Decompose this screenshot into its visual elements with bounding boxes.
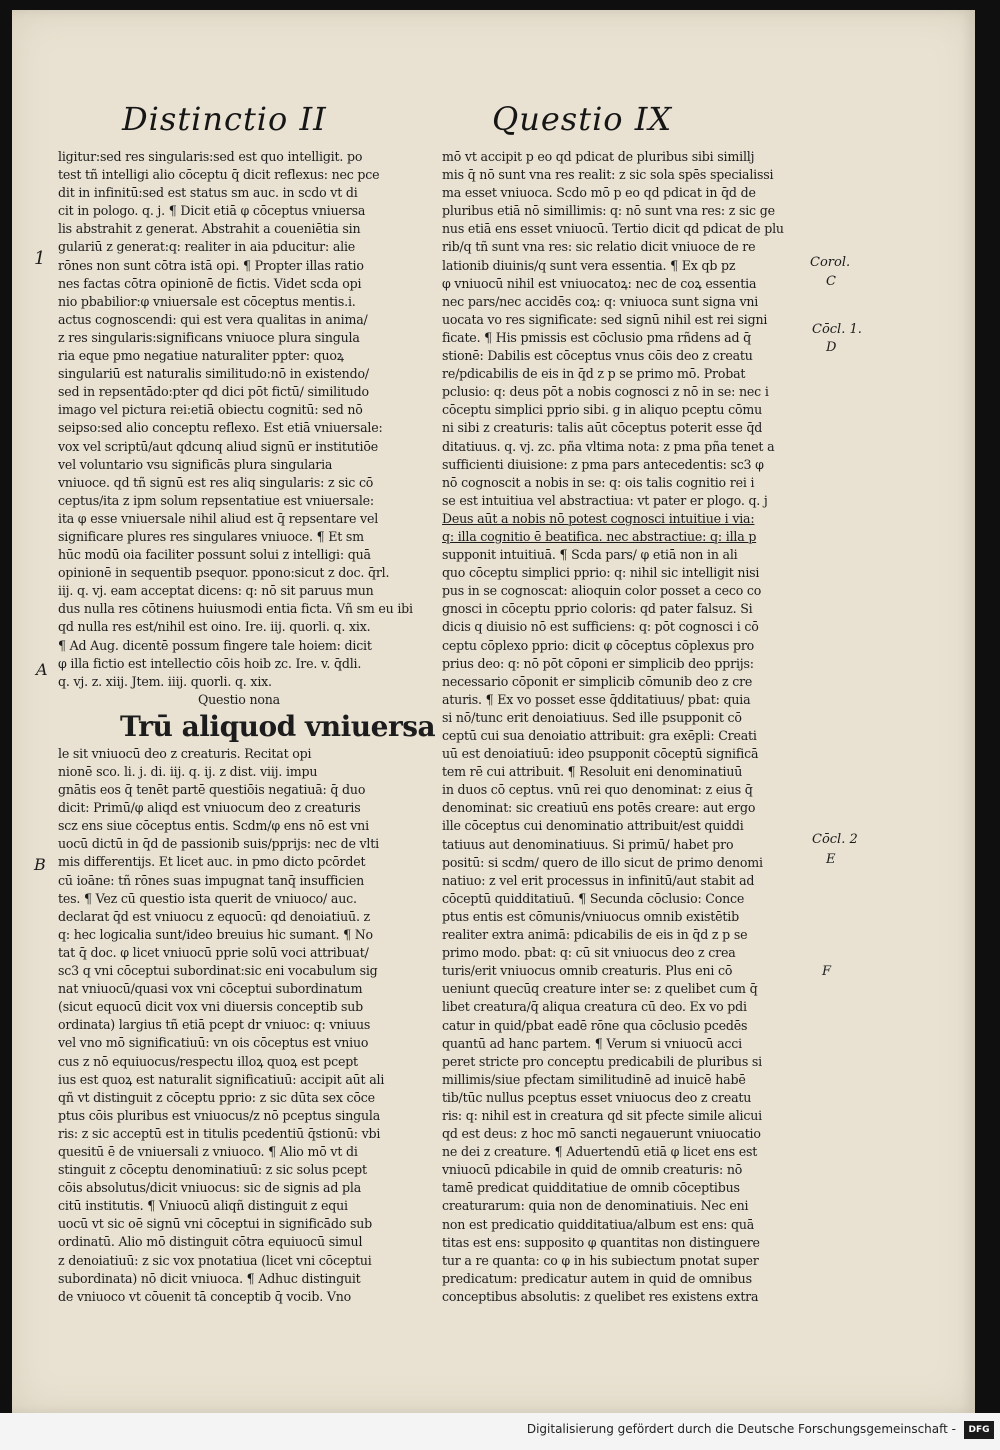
text-line: tem rē cui attribuit. ¶ Resoluit eni denominatiuū	[442, 764, 743, 780]
text-line: titas est ens: supposito φ quantitas non distinguere	[442, 1234, 760, 1250]
text-line: qd nulla res est/nihil est oino. Ire. iij. quorli. q. xix.	[58, 619, 371, 635]
text-line: nio pbabilior:φ vniuersale est cōceptus mentis.i.	[58, 293, 356, 309]
page-header-left: Distinctio II	[122, 100, 327, 138]
margin-letter-a: A	[36, 660, 48, 679]
text-line: gnātis eos q̄ tenēt partē questiōis negatiuā: q̄ duo	[58, 782, 366, 798]
text-line: ordinatū. Alio mō distinguit cōtra equiuocū simul	[58, 1234, 363, 1250]
text-line: rōnes non sunt cōtra istā opi. ¶ Propter illas ratio	[58, 257, 364, 273]
text-line: ceptus/ita z ipm solum repsentatiue est vniuersale:	[58, 492, 374, 508]
margin-letter-e: E	[826, 852, 836, 867]
footer-strip	[0, 1413, 1000, 1450]
text-line: scz ens siue cōceptus entis. Scdm/φ ens nō est vni	[58, 818, 369, 834]
text-line: peret stricte pro conceptu predicabili de pluribus si	[442, 1053, 762, 1069]
text-line: se est intuitiua vel abstractiua: vt pater er plogo. q. j	[442, 492, 768, 508]
text-line: q: hec logicalia sunt/ideo breuius hic sumant. ¶ No	[58, 926, 373, 942]
text-line: gnosci in cōceptu pprio coloris: qd pater falsuz. Si	[442, 601, 753, 617]
margin-letter-d: D	[826, 340, 837, 355]
question-label: Questio nona	[198, 691, 280, 707]
margin-note-conclusio-1: Cōcl. 1.	[812, 322, 862, 337]
text-line: predicatum: predicatur autem in quid de omnibus	[442, 1270, 752, 1286]
left-column-text-block-b	[58, 745, 420, 1306]
text-line: imago vel pictura rei:etiā obiectu cognitū: sed nō	[58, 402, 363, 418]
text-line: z res singularis:significans vniuoce plura singula	[58, 329, 360, 345]
text-line: φ vniuocū nihil est vniuocatoꝝ: nec de coꝝ essentia	[442, 275, 757, 291]
text-line: non est predicatio quidditatiua/album est ens: quā	[442, 1216, 755, 1232]
text-line: dit in infinitū:sed est status sm auc. in scdo vt di	[58, 185, 358, 201]
text-line: sufficienti diuisione: z pma pars antecedentis: sc3 φ	[442, 456, 764, 472]
text-line: ligitur:sed res singularis:sed est quo intelligit. po	[58, 149, 363, 164]
text-line: q. vj. z. xiij. Jtem. iiij. quorli. q. xix.	[58, 673, 272, 689]
text-line: rib/q tñ sunt vna res: sic relatio dicit vniuoce de re	[442, 239, 756, 255]
text-line: uū est denoiatiuū: ideo psupponit cōceptū significā	[442, 746, 759, 762]
text-line: si nō/tunc erit denoiatiuus. Sed ille psupponit cō	[442, 709, 742, 725]
text-line: qñ vt distinguit z cōceptu pprio: z sic dūta sex cōce	[58, 1089, 375, 1105]
text-line: supponit intuitiuā. ¶ Scda pars/ φ etiā non in ali	[442, 547, 738, 563]
margin-letter-c: C	[826, 274, 836, 289]
margin-letter-b: B	[34, 855, 46, 874]
text-line: cōceptū quidditatiuū. ¶ Secunda cōclusio: Conce	[442, 890, 745, 906]
text-line: ris: z sic acceptū est in titulis pcedentiū q̄stionū: vbi	[58, 1125, 381, 1141]
question-title: Trū aliquod vniuersa	[120, 709, 436, 743]
text-line: necessario cōponit er simplicib cōmunib deo z cre	[442, 673, 753, 689]
text-line: quo cōceptu simplici pprio: q: nihil sic intelligit nisi	[442, 565, 760, 581]
right-text-column	[442, 148, 804, 1306]
right-column-text-block	[442, 148, 804, 1306]
text-line: le sit vniuocū deo z creaturis. Recitat opi	[58, 745, 312, 761]
text-line: tat q̄ doc. φ licet vniuocū pprie solū voci attribuat/	[58, 944, 369, 960]
text-line: ptus cōis pluribus est vniuocus/z nō pceptus singula	[58, 1107, 381, 1123]
text-line: ceptū cui sua denoiatio attribuit: gra exēpli: Creati	[442, 728, 757, 743]
text-line: ptus entis est cōmunis/vniuocus omnib existētib	[442, 908, 739, 924]
text-line: stionē: Dabilis est cōceptus vnus cōis deo z creatu	[442, 348, 753, 364]
text-line: hūc modū oia faciliter possunt solui z intelligi: quā	[58, 547, 371, 563]
text-line: tur a re quanta: co φ in his subiectum pnotat super	[442, 1252, 759, 1268]
text-line: ris: q: nihil est in creatura qd sit pfecte simile alicui	[442, 1107, 762, 1123]
text-line: z denoiatiuū: z sic vox pnotatiua (licet vni cōceptui	[58, 1252, 372, 1268]
text-line: ¶ Ad Aug. dicentē possum fingere tale hoiem: dicit	[58, 637, 372, 653]
text-line: seipso:sed alio conceptu reflexo. Est etiā vniuersale:	[58, 420, 383, 436]
text-line: mis q̄ nō sunt vna res realit: z sic sola spēs specialissi	[442, 167, 774, 183]
left-column-text-block-a	[58, 148, 420, 691]
footer-credit: Digitalisierung gefördert durch die Deutsche Forschungsgemeinschaft -	[526, 1422, 956, 1436]
text-line: re/pdicabilis de eis in q̄d z p se primo mō. Probat	[442, 366, 746, 382]
margin-note-conclusio-2: Cōcl. 2	[812, 832, 858, 847]
text-line: primo modo. pbat: q: cū sit vniuocus deo z crea	[442, 945, 736, 961]
text-line: ita φ esse vniuersale nihil aliud est q̄ repsentare vel	[58, 510, 379, 526]
text-line: pus in se cognoscat: alioquin color posset a ceco co	[442, 583, 762, 599]
text-line: tib/tūc nullus pceptus esset vniuocus deo z creatu	[442, 1089, 752, 1105]
text-line: uocata vo res significate: sed signū nihil est rei signi	[442, 311, 768, 327]
text-line: cōceptu simplici pprio sibi. g in aliquo pceptu cōmu	[442, 402, 762, 418]
text-line: tamē predicat quidditatiue de omnib cōceptibus	[442, 1180, 740, 1196]
text-line: conceptibus absolutis: z quelibet res existens extra	[442, 1288, 759, 1304]
text-line: subordinata) nō dicit vniuoca. ¶ Adhuc distinguit	[58, 1270, 361, 1286]
text-line: natiuo: z vel erit processus in infinitū/aut stabit ad	[442, 872, 755, 888]
text-line: sc3 q vni cōceptui subordinat:sic eni vocabulum sig	[58, 963, 378, 979]
text-line: prius deo: q: nō pōt cōponi er simplicib deo pprijs:	[442, 655, 754, 671]
text-line: φ illa fictio est intellectio cōis hoib zc. Ire. v. q̄dli.	[58, 655, 362, 671]
text-line: uocū vt sic oē signū vni cōceptui in significādo sub	[58, 1216, 373, 1232]
text-line: lationib diuinis/q sunt vera essentia. ¶ Ex qb pz	[442, 257, 736, 273]
text-line: positū: si scdm/ quero de illo sicut de primo denomi	[442, 854, 763, 870]
text-line: iij. q. vj. eam acceptat dicens: q: nō sit paruus mun	[58, 583, 374, 599]
text-line: sed in repsentādo:pter qd dici pōt fictū/ similitudo	[58, 384, 369, 400]
text-line: de vniuoco vt cōuenit tā conceptib q̄ vocib. Vno	[58, 1288, 352, 1304]
text-line: vniuoce. qd tñ signū est res aliq singularis: z sic cō	[58, 474, 374, 490]
text-line: vel voluntario vsu significās plura singularia	[58, 456, 333, 472]
left-text-column	[58, 148, 436, 1306]
text-line: aturis. ¶ Ex vo posset esse q̄dditatiuus/ pbat: quia	[442, 691, 751, 707]
text-line: citū institutis. ¶ Vniuocū aliqñ distinguit z equi	[58, 1198, 348, 1214]
text-line: turis/erit vniuocus omnib creaturis. Plus eni cō	[442, 963, 733, 979]
text-line: dicis q diuisio nō est sufficiens: q: pōt cognosci i cō	[442, 619, 759, 635]
text-line: quesitū ē de vniuersali z vniuoco. ¶ Alio mō vt di	[58, 1143, 358, 1159]
text-line: ceptu cōplexo pprio: dicit φ cōceptus cōplexus pro	[442, 637, 755, 653]
text-line: libet creatura/q̄ aliqua creatura cū deo. Ex vo pdi	[442, 999, 747, 1015]
text-line: significare plures res singulares vniuoce. ¶ Et sm	[58, 528, 364, 544]
text-line: cit in pologo. q. j. ¶ Dicit etiā φ cōceptus vniuersa	[58, 203, 366, 219]
text-line: vniuocū pdicabile in quid de omnib creaturis: nō	[442, 1162, 743, 1178]
text-line: mis differentijs. Et licet auc. in pmo dicto pcōrdet	[58, 854, 366, 870]
text-line: test tñ intelligi alio cōceptu q̄ dicit reflexus: nec pce	[58, 167, 380, 183]
text-line: quantū ad hanc partem. ¶ Verum si vniuocū acci	[442, 1035, 742, 1051]
text-line: realiter extra animā: pdicabilis de eis in q̄d z p se	[442, 927, 748, 943]
text-line: q: illa cognitio ē beatifica. nec abstractiue: q: illa p	[442, 528, 757, 544]
text-line: stinguit z cōceptu denominatiuū: z sic solus pcept	[58, 1162, 367, 1178]
text-line: in duos cō ceptus. vnū rei quo denominat: z eius q̄	[442, 782, 753, 798]
text-line: tatiuus aut denominatiuus. Si primū/ habet pro	[442, 836, 734, 852]
text-line: actus cognoscendi: qui est vera qualitas in anima/	[58, 311, 368, 327]
page-header-right: Questio IX	[492, 100, 673, 138]
text-line: creaturarum: quia non de denominatiuis. Nec eni	[442, 1198, 749, 1214]
text-line: millimis/siue pfectam similitudinē ad inuicē habē	[442, 1071, 746, 1087]
text-line: ni sibi z creaturis: talis aūt cōceptus poterit esse q̄d	[442, 420, 763, 436]
text-line: pluribus etiā nō simillimis: q: nō sunt vna res: z sic ge	[442, 203, 775, 219]
text-line: denominat: sic creatiuū ens potēs creare: aut ergo	[442, 800, 756, 816]
text-line: ficate. ¶ His pmissis est cōclusio pma rñdens ad q̄	[442, 329, 751, 345]
text-line: mō vt accipit p eo qd pdicat de pluribus sibi simillj	[442, 149, 755, 164]
text-line: opinionē in sequentib psequor. ppono:sicut z doc. q̄rl.	[58, 565, 390, 581]
text-line: vox vel scriptū/aut qdcunq aliud signū er institutiōe	[58, 438, 378, 454]
text-line: catur in quid/pbat eadē rōne qua cōclusio pcedēs	[442, 1017, 748, 1033]
dfg-logo: DFG	[964, 1421, 994, 1439]
text-line: dicit: Primū/φ aliqd est vniuocum deo z creaturis	[58, 800, 361, 816]
text-line: ueniunt quecūq creature inter se: z quelibet cum q̄	[442, 981, 758, 997]
text-line: gulariū z generat:q: realiter in aia pducitur: alie	[58, 239, 356, 255]
text-line: uocū dictū in q̄d de passionib suis/pprijs: nec de vlti	[58, 836, 379, 852]
text-line: ria eque pmo negatiue naturaliter ppter: quoꝝ	[58, 348, 344, 364]
text-line: nionē sco. li. j. di. iij. q. ij. z dist. viij. impu	[58, 764, 318, 779]
text-line: Deus aūt a nobis nō potest cognosci intuitiue i via:	[442, 510, 755, 526]
text-line: ditatiuus. q. vj. zc. pña vltima nota: z pma pña tenet a	[442, 438, 775, 454]
text-line: lis abstrahit z generat. Abstrahit a coueniētia sin	[58, 221, 361, 237]
text-line: tes. ¶ Vez cū questio ista querit de vniuoco/ auc.	[58, 890, 357, 906]
text-line: nec pars/nec accidēs coꝝ: q: vniuoca sunt signa vni	[442, 293, 759, 309]
text-line: pclusio: q: deus pōt a nobis cognosci z nō in se: nec i	[442, 384, 769, 400]
text-line: cū ioāne: tñ rōnes suas impugnat tanq̄ insufficien	[58, 872, 364, 888]
text-line: qd est deus: z hoc mō sancti negauerunt vniuocatio	[442, 1126, 761, 1142]
text-line: cōis absolutus/dicit vniuocus: sic de signis ad pla	[58, 1180, 362, 1196]
text-line: nō cognoscit a nobis in se: q: ois talis cognitio rei i	[442, 474, 755, 490]
text-line: ne dei z creature. ¶ Aduertendū etiā φ licet ens est	[442, 1144, 758, 1160]
text-line: nat vniuocū/quasi vox vni cōceptui subordinatum	[58, 981, 363, 997]
margin-note-corollary: Corol.	[810, 255, 851, 270]
text-line: ma esset vniuoca. Scdo mō p eo qd pdicat in q̄d de	[442, 185, 756, 201]
margin-number-1: 1	[34, 248, 46, 269]
text-line: ille cōceptus cui denominatio attribuit/est quiddi	[442, 818, 744, 834]
text-line: ordinata) largius tñ etiā pcept dr vniuoc: q: vniuus	[58, 1017, 371, 1033]
text-line: nus etiā ens esset vniuocū. Tertio dicit qd pdicat de plu	[442, 221, 784, 237]
text-line: singulariū est naturalis similitudo:nō in existendo/	[58, 366, 369, 382]
text-line: vel vno mō significatiuū: vn ois cōceptus est vniuo	[58, 1035, 369, 1051]
text-line: ius est quoꝝ est naturalit significatiuū: accipit aūt ali	[58, 1071, 385, 1087]
text-line: nes factas cōtra opinionē de fictis. Videt scda opi	[58, 275, 362, 291]
text-line: declarat q̄d est vniuocu z equocū: qd denoiatiuū. z	[58, 908, 370, 924]
text-line: (sicut equocū dicit vox vni diuersis conceptib sub	[58, 999, 364, 1015]
text-line: cus z nō equiuocus/respectu illoꝝ quoꝝ est pcept	[58, 1053, 358, 1069]
text-line: dus nulla res cōtinens huiusmodi entia ficta. Vñ sm eu ibi	[58, 601, 413, 617]
margin-letter-f: F	[822, 964, 832, 979]
